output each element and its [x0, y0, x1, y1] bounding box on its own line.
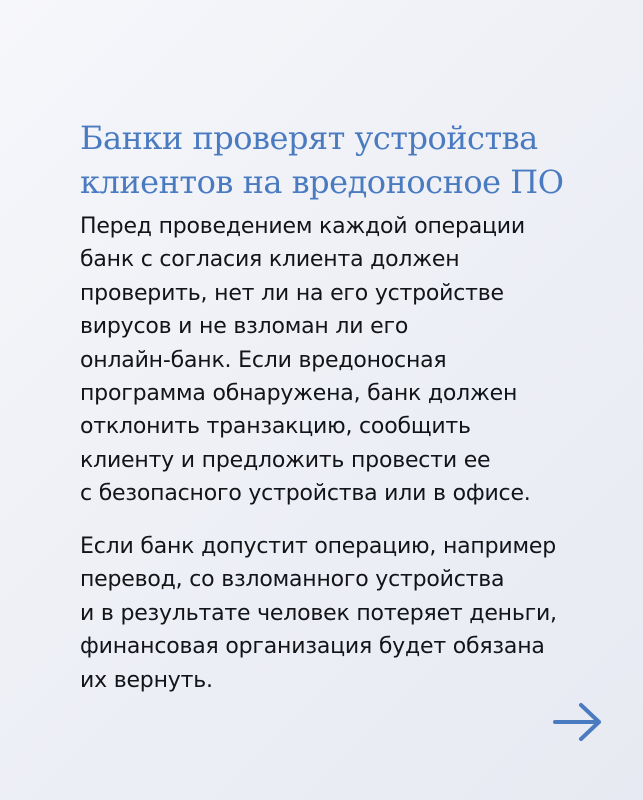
next-slide-button[interactable] [552, 700, 604, 744]
paragraph-verification [80, 210, 620, 511]
text-line: перевод, со взломанного устройства [80, 567, 505, 593]
text-line: проверить, нет ли на его устройстве [80, 280, 504, 306]
text-line: программа обнаружена, банк должен [80, 381, 518, 407]
text-line: Если банк допустит операцию, например [80, 534, 556, 559]
text-line: отклонить транзакцию, сообщить [80, 414, 471, 440]
arrow-right-icon [552, 700, 604, 744]
text-line: банк с согласия клиента должен [80, 247, 460, 273]
title-line: клиентов на вредоносное ПО [80, 163, 564, 201]
text-line: финансовая организация будет обязана [80, 634, 545, 660]
text-line: клиенту и предложить провести ее [80, 447, 491, 473]
text-line: Перед проведением каждой операции [80, 214, 525, 239]
text-line: и в результате человек потеряет деньги, [80, 600, 557, 626]
text-line: их вернуть. [80, 667, 213, 693]
text-line: онлайн-банк. Если вредоносная [80, 347, 447, 373]
paragraph-refund [80, 530, 620, 697]
title-line: Банки проверят устройства [80, 119, 538, 157]
text-line: вирусов и не взломан ли его [80, 314, 409, 340]
text-line: с безопасного устройства или в офисе. [80, 481, 531, 507]
slide-title [80, 116, 620, 204]
